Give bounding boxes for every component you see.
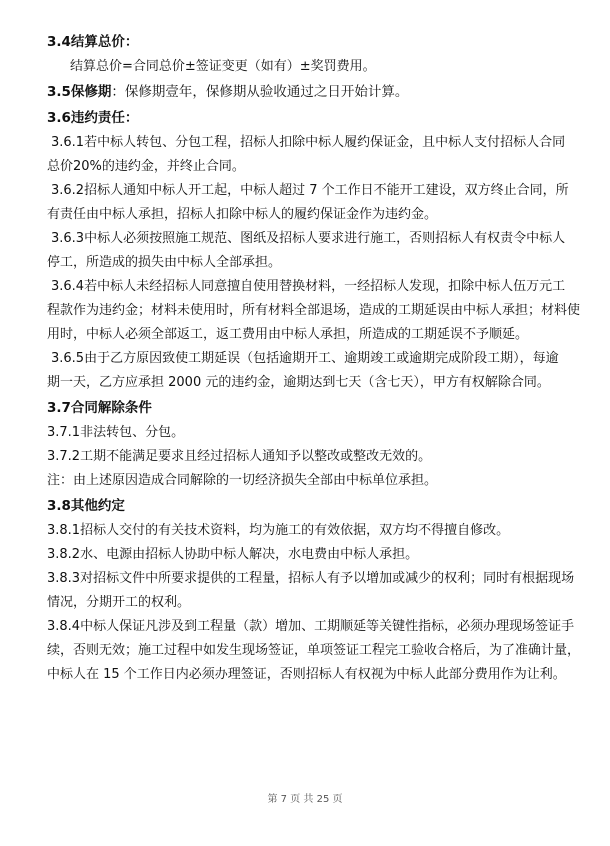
text-line: 3.8.1招标人交付的有关技术资料，均为施工的有效依据，双方均不得擅自修改。 — [47, 523, 510, 538]
text-line: 用时，中标人必须全部返工，返工费用由中标人承担，所造成的工期延误不予顺延。 — [47, 327, 529, 342]
text-line: 停工，所造成的损失由中标人全部承担。 — [47, 255, 282, 270]
page-number-footer: 第 7 页 共 25 页 — [267, 794, 343, 805]
section-3-5-text: ：保修期壹年，保修期从验收通过之日开始计算。 — [111, 84, 409, 100]
section-3-5-title: 3.5保修期 — [47, 84, 112, 100]
text-line: 总价20%的违约金，并终止合同。 — [47, 159, 245, 174]
clause-3-6-3 — [47, 227, 567, 275]
text-line: 3.6.4若中标人未经招标人同意擅自使用替换材料，一经招标人发现，扣除中标人伍万元工 — [51, 279, 566, 294]
text-line: 3.6.5由于乙方原因致使工期延误（包括逾期开工、逾期竣工或逾期完成阶段工期），每逾 — [51, 351, 559, 366]
section-3-5-heading — [47, 79, 567, 105]
text-line: 3.8.4中标人保证凡涉及到工程量（款）增加、工期顺延等关键性指标，必须办理现场签证手 — [47, 619, 575, 634]
text-line: 结算总价=合同总价±签证变更（如有）±奖罚费用。 — [70, 59, 376, 74]
text-line: 3.6.2招标人通知中标人开工起，中标人超过 7 个工作日不能开工建设，双方终止合同，所 — [51, 183, 569, 198]
clause-3-6-2 — [47, 179, 567, 227]
text-line: 期一天，乙方应承担 2000 元的违约金，逾期达到七天（含七天），甲方有权解除合同。 — [47, 375, 550, 390]
clause-3-6-1 — [47, 131, 567, 179]
text-line: 3.6.1若中标人转包、分包工程，招标人扣除中标人履约保证金，且中标人支付招标人合同 — [51, 135, 566, 150]
section-3-6-heading: 3.6违约责任： — [47, 110, 139, 126]
text-line: 中标人在 15 个工作日内必须办理签证，否则招标人有权视为中标人此部分费用作为让利。 — [47, 667, 566, 682]
clause-3-8-1 — [47, 519, 567, 543]
section-3-4-heading: 3.4结算总价： — [47, 34, 139, 50]
text-line: 情况，分期开工的权利。 — [47, 595, 191, 610]
clause-3-8-4 — [47, 615, 581, 687]
text-line: 3.6.3中标人必须按照施工规范、图纸及招标人要求进行施工，否则招标人有权责令中标人 — [51, 231, 566, 246]
text-line: 有责任由中标人承担，招标人扣除中标人的履约保证金作为违约金。 — [47, 207, 438, 222]
section-3-7-heading: 3.7合同解除条件 — [47, 400, 152, 416]
text-line: 续，否则无效；施工过程中如发生现场签证，单项签证工程完工验收合格后，为了准确计量， — [47, 643, 581, 658]
section-3-4-text — [47, 55, 567, 79]
text-line: 3.8.3对招标文件中所要求提供的工程量，招标人有予以增加或减少的权利；同时有根据现场 — [47, 571, 575, 586]
text-line: 3.7.1非法转包、分包。 — [47, 425, 185, 440]
clause-3-8-2 — [47, 543, 567, 567]
section-3-8-heading: 3.8其他约定 — [47, 498, 125, 514]
clause-3-8-3 — [47, 567, 575, 615]
clause-3-6-5 — [47, 347, 567, 395]
text-line: 3.8.2水、电源由招标人协助中标人解决，水电费由中标人承担。 — [47, 547, 419, 562]
note-3-7 — [47, 469, 567, 493]
text-line: 程款作为违约金；材料未使用时，所有材料全部退场，造成的工期延误由中标人承担；材料使 — [47, 303, 581, 318]
text-line: 注：由上述原因造成合同解除的一切经济损失全部由中标单位承担。 — [47, 473, 438, 488]
document-body — [47, 29, 581, 687]
clause-3-7-2 — [47, 445, 567, 469]
text-line: 3.7.2工期不能满足要求且经过招标人通知予以整改或整改无效的。 — [47, 449, 432, 464]
clause-3-6-4 — [47, 275, 581, 347]
clause-3-7-1 — [47, 421, 567, 445]
